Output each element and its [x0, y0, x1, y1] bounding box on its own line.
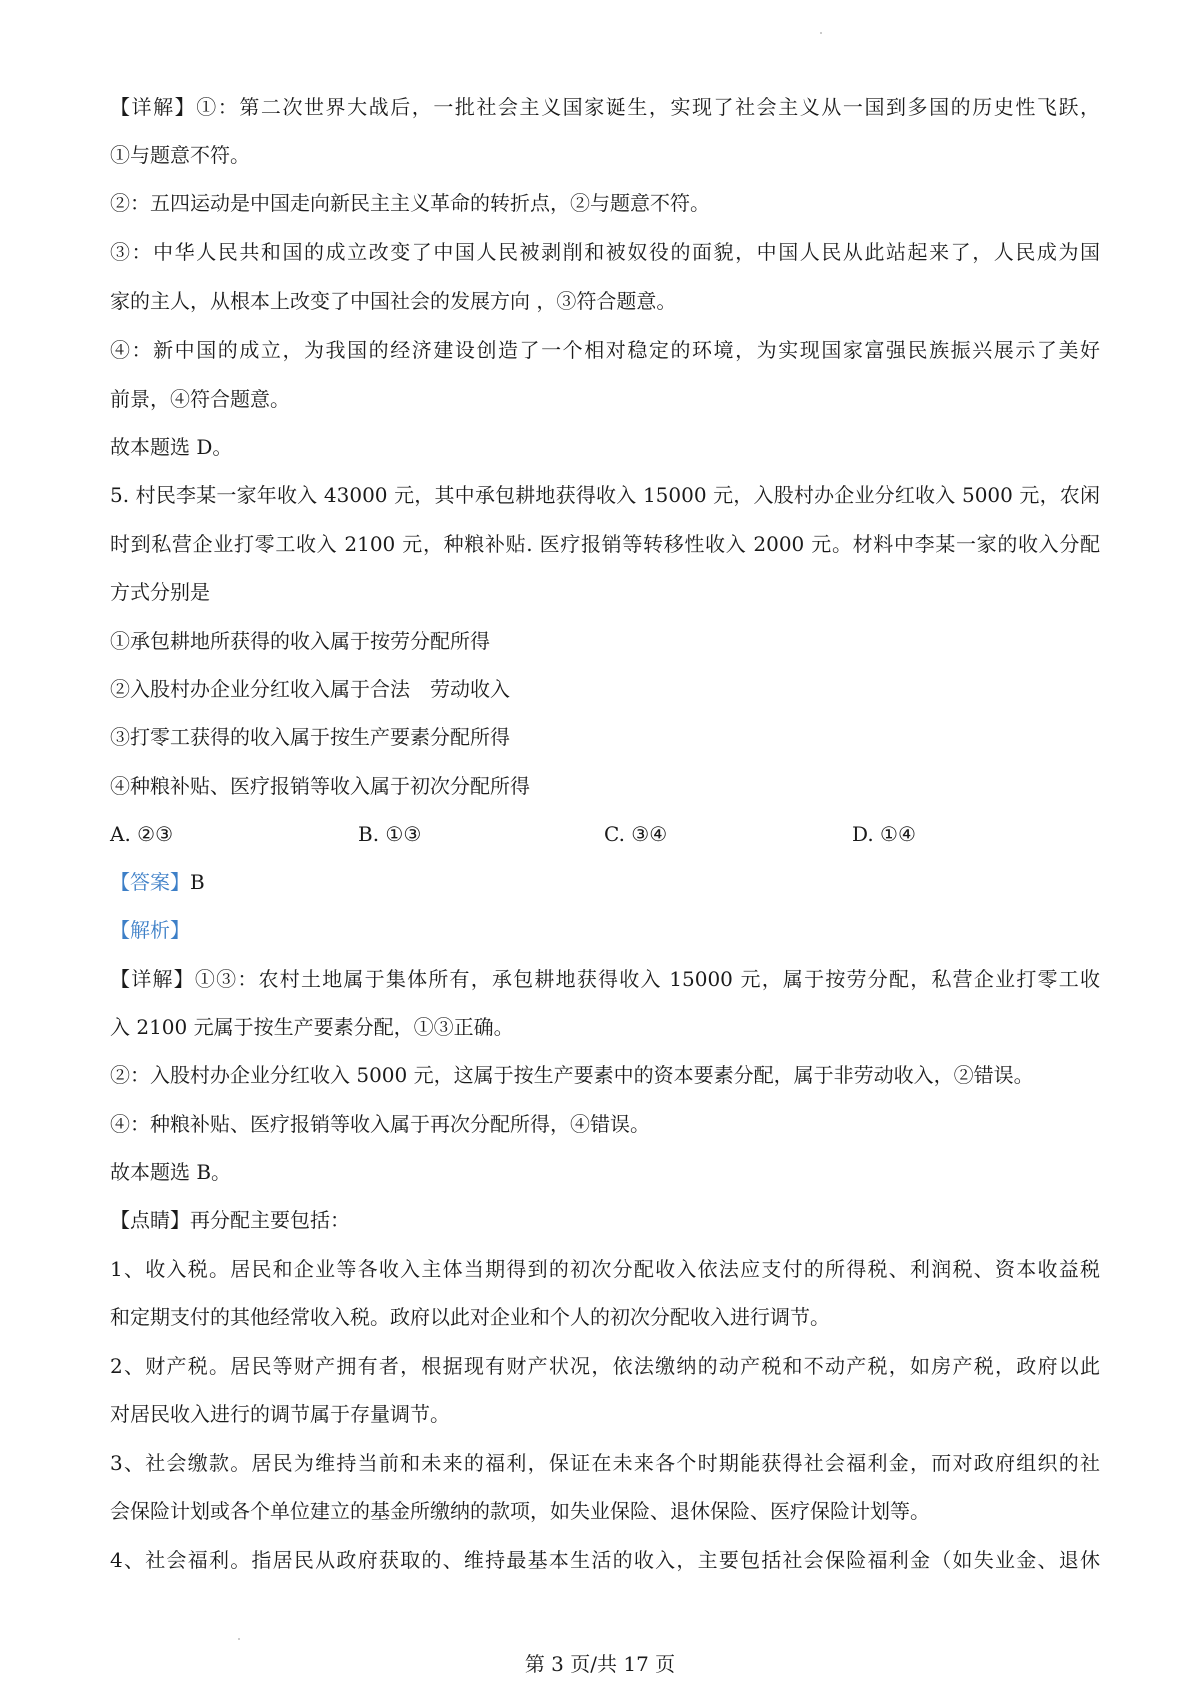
tip-line: 对居民收入进行的调节属于存量调节。: [110, 1402, 450, 1426]
detail-line: ④：新中国的成立，为我国的经济建设创造了一个相对稳定的环境，为实现国家富强民族振兴展示了美好: [110, 338, 1100, 362]
conclusion-line: 故本题选 B。: [110, 1160, 232, 1184]
analysis-tag: 【解析】: [110, 918, 190, 942]
scan-speck: [820, 32, 822, 34]
statement-item: ④种粮补贴、医疗报销等收入属于初次分配所得: [110, 774, 530, 798]
option-d: D. ①④: [852, 822, 916, 846]
question-stem: 时到私营企业打零工收入 2100 元，种粮补贴. 医疗报销等转移性收入 2000 元。材料中李某一家的收入分配: [110, 532, 1100, 556]
page-number: 第 3 页/共 17 页: [524, 1652, 676, 1676]
scan-speck: [238, 1638, 240, 1640]
detail-line: ③：中华人民共和国的成立改变了中国人民被剥削和被奴役的面貌，中国人民从此站起来了，人民成为国: [110, 240, 1100, 264]
detail-line: ②：五四运动是中国走向新民主主义革命的转折点，②与题意不符。: [110, 191, 710, 215]
tip-line: 会保险计划或各个单位建立的基金所缴纳的款项，如失业保险、退休保险、医疗保险计划等。: [110, 1499, 930, 1523]
detail-line: 家的主人，从根本上改变了中国社会的发展方向 ，③符合题意。: [110, 289, 677, 313]
option-b: B. ①③: [358, 822, 422, 846]
detail-line: ②：入股村办企业分红收入 5000 元，这属于按生产要素中的资本要素分配，属于非劳动收入，②错误。: [110, 1063, 1034, 1087]
detail-line: 【详解】①：第二次世界大战后，一批社会主义国家诞生，实现了社会主义从一国到多国的历史性飞跃，: [110, 95, 1100, 119]
tip-line: 和定期支付的其他经常收入税。政府以此对企业和个人的初次分配收入进行调节。: [110, 1305, 830, 1329]
question-stem: 方式分别是: [110, 580, 210, 604]
tip-line: 4、社会福利。指居民从政府获取的、维持最基本生活的收入，主要包括社会保险福利金（如失业金、退休: [110, 1548, 1100, 1572]
tip-title: 【点睛】再分配主要包括：: [110, 1208, 350, 1232]
statement-item: ①承包耕地所获得的收入属于按劳分配所得: [110, 629, 490, 653]
detail-line: 前景，④符合题意。: [110, 387, 290, 411]
detail-line: 【详解】①③：农村土地属于集体所有，承包耕地获得收入 15000 元，属于按劳分配，私营企业打零工收: [110, 967, 1100, 991]
tip-line: 2、财产税。居民等财产拥有者，根据现有财产状况，依法缴纳的动产税和不动产税，如房产税，政府以此: [110, 1354, 1100, 1378]
detail-line: ④：种粮补贴、医疗报销等收入属于再次分配所得，④错误。: [110, 1112, 650, 1136]
detail-line: 入 2100 元属于按生产要素分配，①③正确。: [110, 1015, 514, 1039]
tip-line: 3、社会缴款。居民为维持当前和未来的福利，保证在未来各个时期能获得社会福利金，而对政府组织的社: [110, 1451, 1100, 1475]
detail-line: ①与题意不符。: [110, 143, 250, 167]
question-stem: 5. 村民李某一家年收入 43000 元，其中承包耕地获得收入 15000 元，入股村办企业分红收入 5000 元，农闲: [110, 483, 1100, 507]
answer-value: B: [190, 870, 205, 894]
statement-item: ③打零工获得的收入属于按生产要素分配所得: [110, 725, 510, 749]
option-c: C. ③④: [604, 822, 668, 846]
answer-line: [110, 868, 1100, 896]
statement-item: ②入股村办企业分红收入属于合法 劳动收入: [110, 677, 510, 701]
conclusion-line: 故本题选 D。: [110, 435, 233, 459]
tip-line: 1、收入税。居民和企业等各收入主体当期得到的初次分配收入依法应支付的所得税、利润税、资本收益税: [110, 1257, 1100, 1281]
answer-tag: 【答案】: [110, 870, 190, 894]
option-a: A. ②③: [110, 822, 174, 846]
